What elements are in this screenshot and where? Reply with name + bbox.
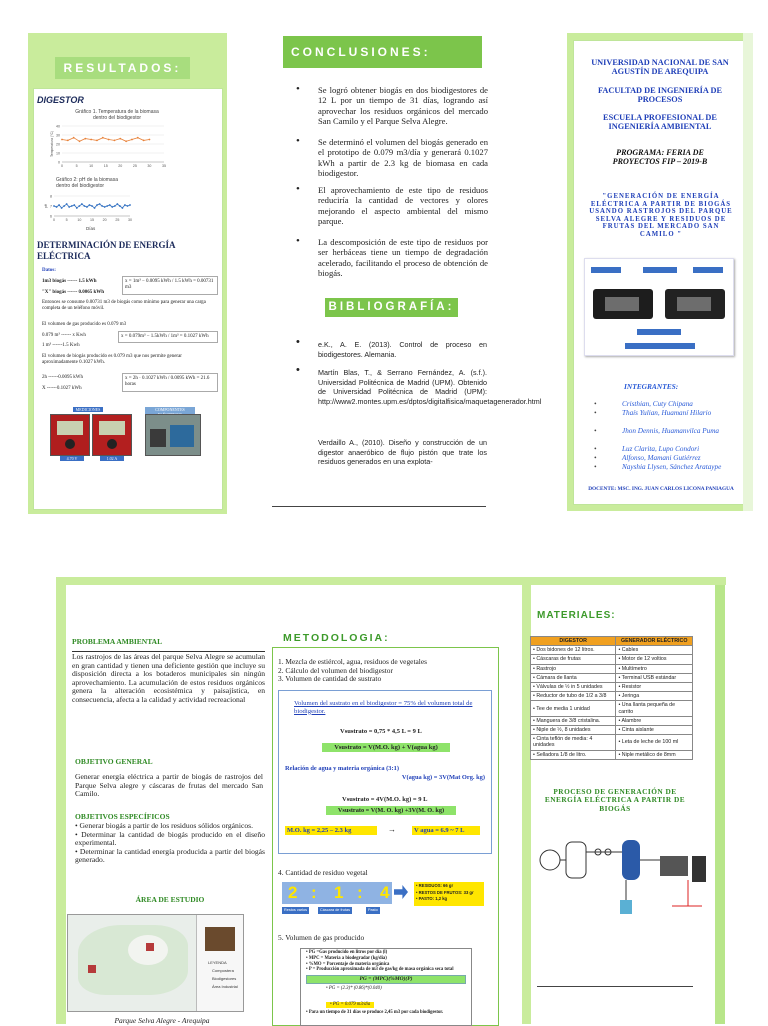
faculty-name: FACULTAD DE INGENIERÍA DE PROCESOS bbox=[597, 86, 723, 104]
data-point bbox=[84, 205, 86, 207]
digestor-heading: DIGESTOR bbox=[37, 95, 84, 105]
materials-row bbox=[531, 726, 693, 735]
data-point bbox=[131, 139, 133, 141]
data-point bbox=[108, 139, 110, 141]
x-tick-label: 5 bbox=[65, 218, 68, 222]
page2-divider bbox=[537, 986, 693, 987]
generator-material: • Terminal USB estándar bbox=[616, 673, 693, 682]
ratio-token: 4 bbox=[380, 883, 390, 902]
data-point bbox=[68, 206, 70, 208]
data-point bbox=[63, 205, 65, 207]
member-name: • Jhon Dennis, Huamanvilca Puma bbox=[622, 427, 732, 435]
ph-chart bbox=[44, 192, 134, 224]
map-legend-title: LEYENDA bbox=[208, 960, 227, 965]
materials-col-generator: GENERADOR ELÉCTRICO bbox=[616, 637, 693, 646]
y-tick-label: 20 bbox=[56, 142, 60, 147]
data-point bbox=[58, 204, 60, 206]
datos-line-2: "X" biogás ------ 0.0065 kWh bbox=[42, 290, 105, 295]
methodology-step: 2. Cálculo del volumen del biodigestor bbox=[278, 665, 393, 675]
y-axis-label: pH bbox=[44, 203, 48, 209]
generator-material: • Leta de leche de 100 ml bbox=[616, 735, 693, 750]
member-name: • Nayshia Llysen, Sánchez Arataype bbox=[622, 463, 732, 471]
methodology-step: 3. Volumen de cantidad de sustrato bbox=[278, 674, 382, 684]
y-tick-label: 0 bbox=[58, 160, 60, 165]
conclusion-item: • Se determinó el volumen del biogás generado en el prototipo de 0.079 m3/día y generará 0.1027 kWh a partir de 2.3 kg de biomasa en cada biodigestor. bbox=[318, 137, 488, 179]
ratio-token: 1 bbox=[334, 883, 344, 902]
digestor-material: • Rastrojo bbox=[531, 664, 616, 673]
program-name: PROGRAMA: FERIA DE PROYECTOS FIP – 2019-B bbox=[612, 148, 708, 166]
member-name: • Alfonso, Mamani Gutiérrez bbox=[622, 454, 732, 462]
datos-line-3: 0.079 m³ ------ x Kwh bbox=[42, 333, 86, 338]
voltage-label: 4.70 V bbox=[60, 456, 84, 461]
materials-row bbox=[531, 646, 693, 655]
data-point bbox=[143, 140, 145, 142]
digestor-material: • Dos bidones de 12 litros. bbox=[531, 646, 616, 655]
generator-material: • Alambre bbox=[616, 716, 693, 725]
conclusion-item: • La descomposición de este tipo de residuos por ser herbáceas tiene un tiempo de degradación acelerado, facilitando el proceso de obtención de biogás. bbox=[318, 237, 488, 279]
digestor-material: • Cámara de llanta bbox=[531, 673, 616, 682]
step-5: 5. Volumen de gas producido bbox=[278, 933, 365, 942]
materials-col-digestor: DIGESTOR bbox=[531, 637, 616, 646]
bibliography-title: BIBLIOGRAFÍA: bbox=[325, 298, 458, 317]
digestor-material: • Cinta teflón de media: 4 unidades bbox=[531, 735, 616, 750]
results-title: RESULTADOS: bbox=[55, 57, 190, 79]
member-name: • Thaís Yulian, Huamaní Hilario bbox=[622, 409, 732, 417]
map-legend-2: Biodigestores bbox=[212, 976, 237, 981]
methodology-steps bbox=[278, 658, 493, 684]
map-caption: Parque Selva Alegre - Arequipa bbox=[114, 1016, 210, 1025]
y-tick-label: 8 bbox=[50, 194, 52, 199]
data-point bbox=[66, 203, 68, 205]
data-point bbox=[119, 205, 121, 207]
data-point bbox=[102, 137, 104, 139]
data-point bbox=[71, 205, 73, 207]
arrow-icon: → bbox=[388, 825, 396, 834]
x-tick-label: 20 bbox=[102, 218, 107, 222]
conclusion-item: • Se logró obtener biogás en dos biodigestores de 12 L por un tiempo de 31 días, logrando así aprovechar los residuos orgánicos del mercado San Camilo y el Parque Selva Alegre. bbox=[318, 85, 488, 127]
data-point bbox=[99, 203, 101, 205]
generator-material: • Una llanta pequeña de carrito bbox=[616, 701, 693, 716]
cover-accent bbox=[743, 33, 753, 511]
substrate-eq-5b: V agua = 6.9 ~ 7 L bbox=[412, 826, 480, 835]
datos-line-1: 1m3 biogás ------ 1.5 kWh bbox=[42, 279, 97, 284]
materials-row bbox=[531, 735, 693, 750]
teacher-name: DOCENTE: MSC. ING. JUAN CARLOS LICONA PANIAGUA bbox=[588, 486, 734, 492]
x-tick-label: 0 bbox=[61, 164, 63, 168]
study-area-title: ÁREA DE ESTUDIO bbox=[135, 895, 205, 904]
digestor-material: • Cáscaras de frutas bbox=[531, 655, 616, 664]
data-point bbox=[109, 204, 111, 206]
process-diagram-svg bbox=[532, 820, 710, 920]
data-point bbox=[114, 140, 116, 142]
generator-material: • Multímetro bbox=[616, 664, 693, 673]
process-title: PROCESO DE GENERACIÓN DE ENERGÍA ELÉCTRICA A PARTIR DE BIOGÁS bbox=[544, 787, 686, 813]
formula-3: x = 2h · 0.1027 kWh / 0.0095 kWh = 21.6 horas bbox=[122, 373, 218, 392]
ratio-result: • RESTOS DE FRUTOS: 33 gr bbox=[416, 889, 474, 895]
map-legend-3: Área Industrial bbox=[212, 984, 238, 989]
data-point bbox=[127, 205, 129, 207]
page2-top-band bbox=[56, 577, 726, 585]
data-point bbox=[56, 206, 58, 208]
page1-divider bbox=[272, 506, 486, 507]
members-title: INTEGRANTES: bbox=[624, 382, 679, 391]
generator-material: • Resistor bbox=[616, 683, 693, 692]
methodology-title: METODOLOGIA: bbox=[283, 632, 390, 644]
substrate-bullet-2a: Relación de agua y materia orgánica (3:1) bbox=[285, 765, 399, 772]
x-tick-label: 30 bbox=[128, 218, 132, 222]
process-diagram bbox=[532, 820, 710, 920]
datos-label: Datos: bbox=[42, 268, 56, 273]
digestor-material: • Niple de ½, 8 unidades bbox=[531, 726, 616, 735]
project-title: "GENERACIÓN DE ENERGÍA ELÉCTRICA A PARTIR DE BIOGÁS USANDO RASTROJOS DEL PARQUE SELVA ALEGRE Y RESIDUOS DE FRUTAS DEL MERCADO SAN CAMILO " bbox=[589, 193, 733, 238]
ratio-results bbox=[414, 882, 484, 906]
conclusions-title: CONCLUSIONES: bbox=[283, 36, 482, 68]
gas-formula-line: • P = Producción aproximada de m3 de gas/kg de masa orgánica seca total bbox=[306, 967, 454, 973]
methodology-step: 1. Mezcla de estiércol, agua, residuos de vegetales bbox=[278, 657, 427, 666]
data-point bbox=[149, 139, 151, 141]
data-point bbox=[101, 205, 103, 207]
substrate-bullet-2b: V(agua kg) = 3V(Mat Org. kg) bbox=[401, 774, 485, 781]
data-point bbox=[104, 206, 106, 208]
digestor-material: • Selladora 1/8 de litro. bbox=[531, 750, 616, 759]
members-list bbox=[622, 400, 734, 480]
formula-2: x = 0.079m³ − 1.5kWh / 1m³ = 0.1027 kWh bbox=[118, 331, 218, 343]
formula-1: x = 1m³ − 0.0095 kWh / 1.5 kWh = 0.00731 m3 bbox=[122, 276, 218, 295]
chart2-xlabel: Días bbox=[86, 226, 96, 231]
digestor-material: • Válvulas de ½ in 5 unidades bbox=[531, 683, 616, 692]
generator-material: • Cables bbox=[616, 646, 693, 655]
materials-row bbox=[531, 683, 693, 692]
multimeter-photo-2 bbox=[92, 414, 132, 456]
x-tick-label: 10 bbox=[89, 164, 94, 168]
generator-material: • Cinta aislante bbox=[616, 726, 693, 735]
ratio-token: : bbox=[357, 883, 363, 902]
cover-diagram bbox=[584, 258, 734, 356]
data-point bbox=[111, 206, 113, 208]
chart2-title: Gráfico 2: pH de la biomasa dentro del biodigestor bbox=[56, 177, 118, 189]
data-point bbox=[89, 204, 91, 206]
data-point bbox=[67, 140, 69, 142]
step-4: 4. Cantidad de residuo vegetal bbox=[278, 868, 368, 877]
digestor-material: • Reductor de tubo de 1/2 a 3/8 bbox=[531, 692, 616, 701]
page2-left-band bbox=[56, 577, 66, 1024]
x-tick-label: 25 bbox=[115, 218, 120, 222]
page2-right-band bbox=[715, 585, 725, 1024]
current-label: 1.02 A bbox=[100, 456, 124, 461]
chart1-title: Gráfico 1. Temperatura de la biomasa dentro del biodigestor bbox=[75, 109, 159, 121]
ratio-result: • RESIDUOS: 66 gr bbox=[416, 883, 454, 888]
materials-row bbox=[531, 701, 693, 716]
map-legend-1: Compostera bbox=[212, 968, 234, 973]
materials-title: MATERIALES: bbox=[537, 610, 616, 621]
substrate-eq-3: Vsustrato = 4V(M.O. kg) = 9 L bbox=[342, 796, 428, 803]
datos-line-4: 1 m³ ------1.5 Kwh bbox=[42, 343, 80, 348]
general-objective-title: OBJETIVO GENERAL bbox=[75, 757, 153, 766]
bibliography-item: • Martín Blas, T., & Serrano Fernández, A. (s.f.). Universidad Politécnica de Madrid (UPM). Obtenido de Universidad Politécnica de Madrid (UPM): http://www2.montes.upm.es/dptos/digitalfisica/maquetagenerador.html bbox=[318, 368, 487, 406]
data-point bbox=[61, 207, 63, 209]
conclusion-item: • El aprovechamiento de este tipo de residuos reduciría la cantidad de vectores y olores mejorando el aspecto ambiental del mismo parque. bbox=[318, 185, 488, 227]
digestor-material: • Tee de media 1 unidad bbox=[531, 701, 616, 716]
data-point bbox=[86, 206, 88, 208]
data-point bbox=[84, 138, 86, 140]
result-paragraph-3: El volumen de biogás producido es 0.079 m3 que nos permite generar aproximadamente 0.1027 kWh. bbox=[42, 354, 182, 366]
y-axis-label: Temperatura (°C) bbox=[50, 130, 54, 158]
data-point bbox=[96, 140, 98, 142]
ratio-label: Pasto bbox=[368, 908, 378, 912]
substrate-bullet-1: Volumen del sustrato en el biodigestor = 75% del volumen total de biodigestor. bbox=[294, 700, 473, 715]
data-point bbox=[119, 138, 121, 140]
result-paragraph-1: Entonces se consume 0.00731 m3 de biogás como mínimo para generar una carga completa de un teléfono móvil. bbox=[42, 300, 206, 312]
substrate-eq-4: Vsustrato = V(M. O. kg) +3V(M. O. kg) bbox=[326, 806, 456, 815]
datos-line-6: X ------0.1027 kWh bbox=[42, 386, 82, 391]
specific-objective: • Determinar la cantidad energía producida a partir del biogás generado. bbox=[75, 846, 265, 865]
materials-row bbox=[531, 655, 693, 664]
data-point bbox=[96, 204, 98, 206]
y-tick-label: 30 bbox=[56, 133, 60, 138]
gas-formula-line: • %MO = Porcentaje de materia orgánica bbox=[306, 961, 390, 967]
specific-objective: • Generar biogás a partir de los residuos sólidos orgánicos. bbox=[75, 821, 253, 830]
materials-row bbox=[531, 673, 693, 682]
gas-formula-line: • PG =Gas producido en litros por día (l) bbox=[306, 950, 388, 955]
y-tick-label: 6 bbox=[50, 214, 52, 219]
data-point bbox=[124, 204, 126, 206]
general-objective-text: Generar energía eléctrica a partir de biogás de rastrojos del Parque Selva alegre y cáscaras de frutas del mercado San Camilo. bbox=[75, 772, 263, 799]
materials-table bbox=[530, 636, 693, 760]
y-tick-label: 10 bbox=[56, 151, 60, 156]
x-tick-label: 5 bbox=[75, 164, 78, 168]
gas-result: • PG = 0.079 m3/día bbox=[326, 1002, 374, 1008]
data-point bbox=[73, 204, 75, 206]
materials-row bbox=[531, 664, 693, 673]
data-point bbox=[79, 140, 81, 142]
x-tick-label: 25 bbox=[132, 164, 137, 168]
member-name: • Luz Clarita, Lupo Condori bbox=[622, 445, 732, 453]
series-line bbox=[62, 138, 149, 142]
data-point bbox=[125, 140, 127, 142]
photo-label-measurements: MEDICIONES bbox=[73, 407, 103, 412]
result-paragraph-2: El volumen de gas producido es 0.079 m3 bbox=[42, 322, 127, 327]
data-point bbox=[53, 205, 55, 207]
data-point bbox=[116, 203, 118, 205]
data-point bbox=[78, 205, 80, 207]
substrate-eq-1: Vsustrato = 0,75 * 4,5 L = 9 L bbox=[340, 728, 422, 735]
gas-formula-line: • MPC = Materia a biodegradar (kg/día) bbox=[306, 955, 387, 961]
ratio-result: • PASTO: 1,2 kg bbox=[416, 896, 448, 901]
photo-label-components: COMPONENTES bbox=[145, 407, 195, 417]
materials-row bbox=[531, 750, 693, 759]
gas-main-formula: PG = (MPC)(%MO)(P) bbox=[306, 975, 466, 984]
x-tick-label: 35 bbox=[162, 164, 166, 168]
problem-text: Los rastrojos de las áreas del parque Selva Alegre se acumulan en gran cantidad y tienen una deficiente gestión que incluye su disposición directa a los botaderos municipales sin ningún aprovechamiento. La acumulación de estos residuos orgánicos genera la alteración ecosistémica y paisajística, en consecuencia, afecta a la calidad y actividad recreacional bbox=[72, 652, 265, 704]
materials-row bbox=[531, 716, 693, 725]
energy-title: DETERMINACIÓN DE ENERGÍA ELÉCTRICA bbox=[37, 240, 176, 261]
datos-line-5: 2h ------0.0095 kWh bbox=[42, 375, 83, 380]
problem-title: PROBLEMA AMBIENTAL bbox=[72, 637, 163, 646]
x-tick-label: 15 bbox=[103, 164, 108, 168]
data-point bbox=[61, 139, 63, 141]
substrate-eq-5a: M.O. kg = 2,25 – 2.3 kg bbox=[285, 826, 377, 835]
multimeter-photo-1 bbox=[50, 414, 90, 456]
gas-period-note: • Para un tiempo de 31 días se produce 2,45 m3 por cada biodigestor. bbox=[306, 1010, 444, 1016]
data-point bbox=[90, 139, 92, 141]
ratio-token: : bbox=[311, 883, 317, 902]
temperature-chart bbox=[50, 122, 168, 170]
data-point bbox=[106, 205, 108, 207]
data-point bbox=[91, 205, 93, 207]
data-point bbox=[122, 207, 124, 209]
ratio-label: Restos varios bbox=[284, 908, 308, 912]
ratio-row bbox=[282, 882, 392, 904]
substrate-eq-2: Vsustrato = V(M.O. kg) + V(agua kg) bbox=[322, 743, 450, 752]
data-point bbox=[129, 204, 131, 206]
ratio-labels bbox=[282, 907, 392, 915]
digestor-material: • Manguera de 3/8 cristalina. bbox=[531, 716, 616, 725]
member-name: • Cristhian, Cuty Chipana bbox=[622, 400, 732, 408]
specific-objective: • Determinar la cantidad de biogás producido en el diseño experimental. bbox=[75, 829, 265, 848]
data-point bbox=[137, 137, 139, 139]
data-point bbox=[94, 207, 96, 209]
generator-photo bbox=[145, 414, 201, 456]
y-tick-label: 7 bbox=[50, 204, 52, 209]
x-tick-label: 0 bbox=[53, 218, 55, 222]
x-tick-label: 30 bbox=[147, 164, 152, 168]
data-point bbox=[114, 205, 116, 207]
ratio-token: 2 bbox=[288, 883, 298, 902]
data-point bbox=[81, 203, 83, 205]
bibliography-item: • e.K., A. E. (2013). Control de proceso en biodigestores. Alemania. bbox=[318, 340, 487, 359]
generator-material: • Niple metálico de 8mm bbox=[616, 750, 693, 759]
specific-objectives-title: OBJETIVOS ESPECÍFICOS bbox=[75, 812, 170, 821]
gas-formulas bbox=[306, 950, 466, 1016]
generator-material: • Jeringa bbox=[616, 692, 693, 701]
data-point bbox=[76, 207, 78, 209]
gas-calc: • PG = (2.3)* (0.86)*(0.040) bbox=[326, 986, 382, 992]
generator-material: • Motor de 12 voltios bbox=[616, 655, 693, 664]
school-name: ESCUELA PROFESIONAL DE INGENIERÍA AMBIENTAL bbox=[603, 113, 717, 131]
y-tick-label: 40 bbox=[56, 124, 60, 129]
x-tick-label: 10 bbox=[77, 218, 82, 222]
x-tick-label: 15 bbox=[90, 218, 94, 222]
specific-objectives-list bbox=[75, 822, 265, 865]
data-point bbox=[73, 137, 75, 139]
ratio-label: Cáscara de frutas bbox=[320, 908, 350, 912]
bibliography-item: • Verdaillo A., (2010). Diseño y construcción de un digestor anaeróbico de flujo pistón que trate los residuos generados en una explota- bbox=[318, 438, 487, 468]
university-name: UNIVERSIDAD NACIONAL DE SAN AGUSTÍN DE AREQUIPA bbox=[591, 58, 729, 76]
x-tick-label: 20 bbox=[118, 164, 123, 168]
materials-row bbox=[531, 692, 693, 701]
